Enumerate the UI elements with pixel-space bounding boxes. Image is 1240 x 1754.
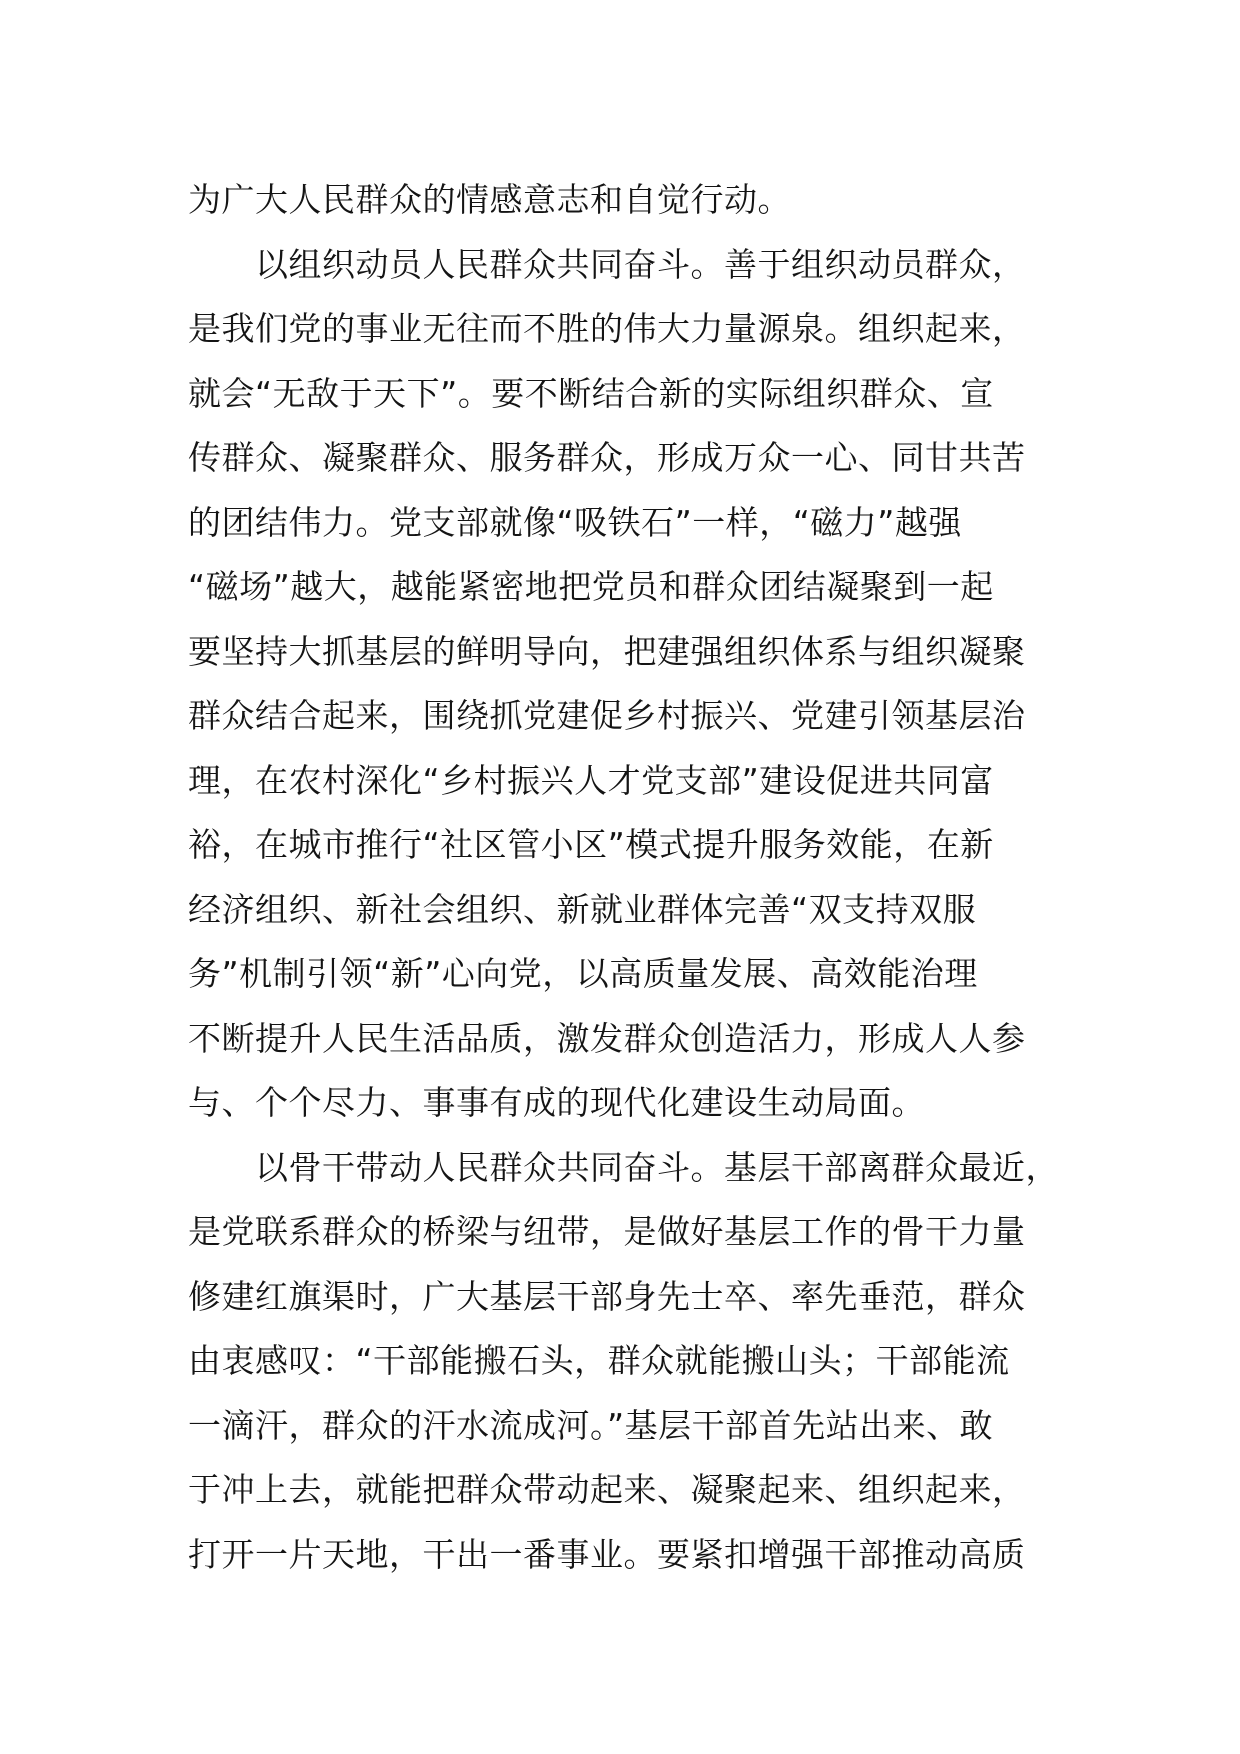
text-line: 修建红旗渠时，广大基层干部身先士卒、率先垂范，群众 [188,1276,1026,1316]
text-line: 群众结合起来，围绕抓党建促乡村振兴、党建引领基层治 [188,696,1026,735]
text-line: 不断提升人民生活品质，激发群众创造活力，形成人人参 [188,1018,1026,1058]
body-text [188,168,1088,1587]
text-line: 打开一片天地，干出一番事业。要紧扣增强干部推动高质 [188,1534,1026,1574]
text-line: 一滴汗，群众的汗水流成河。”基层干部首先站出来、敢 [188,1405,994,1445]
text-line: 要坚持大抓基层的鲜明导向，把建强组织体系与组织凝聚 [188,631,1026,671]
text-line: 理，在农村深化“乡村振兴人才党支部”建设促进共同富 [188,760,994,800]
text-line: 为广大人民群众的情感意志和自觉行动。 [188,180,791,219]
text-line: 裕，在城市推行“社区管小区”模式提升服务效能，在新 [188,825,994,864]
text-line: 以组织动员人民群众共同奋斗。善于组织动员群众， [188,244,1026,284]
text-line: 是党联系群众的桥梁与纽带，是做好基层工作的骨干力量 [188,1212,1026,1251]
text-line: 传群众、凝聚群众、服务群众，形成万众一心、同甘共苦 [188,438,1026,477]
text-line: 于冲上去，就能把群众带动起来、凝聚起来、组织起来， [188,1470,1026,1509]
text-line: 以骨干带动人民群众共同奋斗。基层干部离群众最近， [188,1147,1059,1187]
text-line: 由衷感叹：“干部能搬石头，群众就能搬山头；干部能流 [188,1341,1010,1380]
text-line: “磁场”越大，越能紧密地把党员和群众团结凝聚到一起 [188,567,994,606]
text-line: 就会“无敌于天下”。要不断结合新的实际组织群众、宣 [188,373,994,413]
text-line: 经济组织、新社会组织、新就业群体完善“双支持双服 [188,889,977,929]
text-line: 的团结伟力。党支部就像“吸铁石”一样，“磁力”越强 [188,502,962,542]
text-line: 是我们党的事业无往而不胜的伟大力量源泉。组织起来， [188,309,1026,348]
text-line: 与、个个尽力、事事有成的现代化建设生动局面。 [188,1083,925,1122]
text-line: 务”机制引领“新”心向党，以高质量发展、高效能治理 [188,954,978,993]
